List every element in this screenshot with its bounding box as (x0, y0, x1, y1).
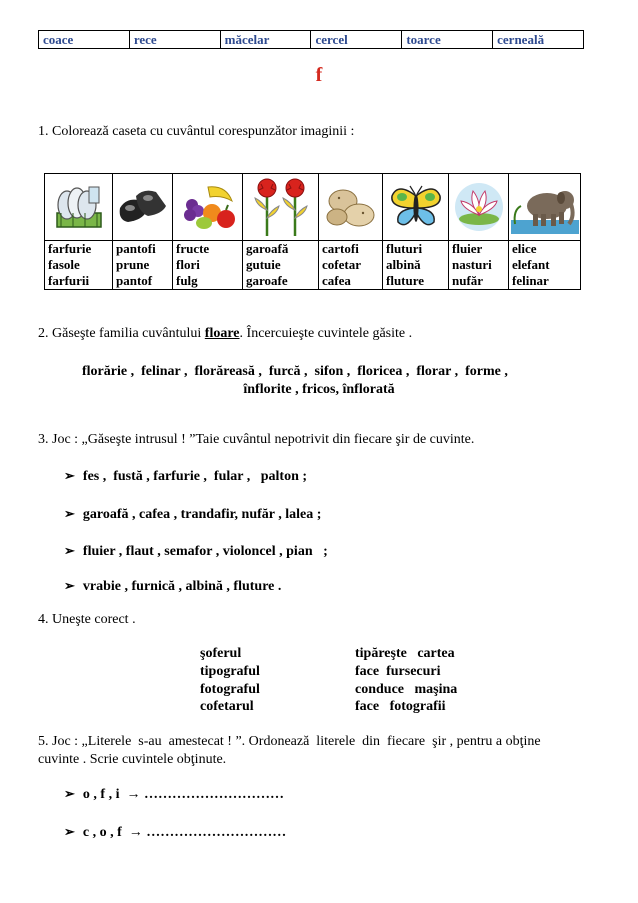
word-cell[interactable]: albină (383, 257, 449, 273)
ex3-item-text[interactable]: vrabie , furnică , albină , fluture . (82, 579, 282, 594)
word-cell[interactable]: prune (113, 257, 173, 273)
ex2-key-word: floare (204, 326, 240, 341)
ex1-instruction: 1. Colorează caseta cu cuvântul corespunzător imaginii : (38, 124, 355, 139)
word-cell[interactable]: fluture (383, 273, 449, 290)
ex3-item (64, 578, 281, 595)
ex5-item (64, 824, 286, 841)
ex4-right-item[interactable]: face fursecuri (355, 664, 441, 679)
word-cell[interactable]: garoafă (243, 241, 319, 258)
ex5-item-text[interactable]: o , f , i → ………………………… (82, 787, 284, 802)
word-cell[interactable]: fluturi (383, 241, 449, 258)
picture-cell (449, 174, 509, 241)
arrow-bullet-icon: ➢ (64, 578, 75, 593)
ex3-item (64, 506, 321, 523)
ex4-left-item[interactable]: şoferul (200, 646, 242, 661)
picture-cell (173, 174, 243, 241)
butterfly-icon (386, 182, 446, 232)
word-cell[interactable]: nasturi (449, 257, 509, 273)
ex2-instruction-pre: 2. Găseşte familia cuvântului (38, 326, 205, 341)
ex3-item (64, 543, 328, 560)
word-cell[interactable]: garoafe (243, 273, 319, 290)
word-cell[interactable]: flori (173, 257, 243, 273)
word-cell[interactable]: farfurii (45, 273, 113, 290)
word-cell[interactable]: cofetar (319, 257, 383, 273)
ex2-word-line-1[interactable]: florărie , felinar , florăreasă , furcă , sifon , floricea , florar , forme , (82, 364, 508, 379)
ex4-left-item[interactable]: fotograful (200, 682, 260, 697)
ex4-left-item[interactable]: cofetarul (200, 699, 254, 714)
picture-cell (45, 174, 113, 241)
ex5-item (64, 786, 284, 803)
ex3-item-text[interactable]: fes , fustă , farfurie , fular , palton ; (82, 469, 308, 484)
ex4-right-item[interactable]: face fotografii (355, 699, 446, 714)
ex4-right-item[interactable]: tipăreşte cartea (355, 646, 455, 661)
potatoes-icon (323, 183, 379, 231)
ex3-item-text[interactable]: garoafă , cafea , trandafir, nufăr , lalea ; (82, 507, 322, 522)
word-cell[interactable]: elefant (509, 257, 581, 273)
top-words-table (38, 30, 584, 49)
ex5-instruction-line-2: cuvinte . Scrie cuvintele obţinute. (38, 752, 227, 767)
word-cell[interactable]: pantof (113, 273, 173, 290)
word-cell[interactable]: gutuie (243, 257, 319, 273)
arrow-bullet-icon: ➢ (64, 786, 75, 801)
word-cell[interactable]: pantofi (113, 241, 173, 258)
ex4-left-item[interactable]: tipograful (200, 664, 260, 679)
picture-cell (509, 174, 581, 241)
ex4-right-item[interactable]: conduce maşina (355, 682, 458, 697)
picture-word-table (44, 173, 581, 290)
top-word: cerneală (493, 31, 584, 49)
arrow-bullet-icon: ➢ (64, 824, 75, 839)
word-cell[interactable]: fructe (173, 241, 243, 258)
elephant-icon (511, 180, 579, 234)
picture-cell (319, 174, 383, 241)
arrow-bullet-icon: ➢ (64, 468, 75, 483)
ex3-item (64, 468, 307, 485)
ex3-item-text[interactable]: fluier , flaut , semafor , violoncel , pian ; (82, 544, 328, 559)
ex5-item-text[interactable]: c , o , f → ………………………… (82, 825, 287, 840)
word-cell[interactable]: felinar (509, 273, 581, 290)
word-cell[interactable]: cafea (319, 273, 383, 290)
arrow-bullet-icon: ➢ (64, 506, 75, 521)
picture-cell (383, 174, 449, 241)
carnation-icon (249, 176, 313, 238)
dish-rack-icon (51, 179, 107, 235)
ex5-instruction-line-1: 5. Joc : „Literele s-au amestecat ! ”. Ordonează literele din fiecare şir , pentru a obţine (38, 734, 541, 749)
picture-cell (113, 174, 173, 241)
shoes-icon (116, 182, 170, 232)
top-word: cercel (311, 31, 402, 49)
water-lily-icon (451, 179, 507, 235)
ex2-instruction-post: . Încercuieşte cuvintele găsite . (239, 326, 413, 341)
word-cell[interactable]: fulg (173, 273, 243, 290)
ex2-word-line-2[interactable]: înflorite , fricos, înflorată (243, 382, 395, 397)
ex3-instruction: 3. Joc : „Găseşte intrusul ! ”Taie cuvântul nepotrivit din fiecare şir de cuvinte. (38, 432, 475, 447)
word-cell[interactable]: elice (509, 241, 581, 258)
ex4-instruction: 4. Uneşte corect . (38, 612, 136, 627)
word-cell[interactable]: nufăr (449, 273, 509, 290)
top-word: toarce (402, 31, 493, 49)
word-cell[interactable]: fasole (45, 257, 113, 273)
fruit-icon (178, 181, 238, 233)
ex2-instruction (38, 326, 412, 342)
lesson-letter: f (315, 64, 323, 86)
word-cell[interactable]: cartofi (319, 241, 383, 258)
arrow-bullet-icon: ➢ (64, 543, 75, 558)
word-cell[interactable]: fluier (449, 241, 509, 258)
word-cell[interactable]: farfurie (45, 241, 113, 258)
top-word: coace (39, 31, 130, 49)
top-word: rece (129, 31, 220, 49)
top-word: măcelar (220, 31, 311, 49)
picture-cell (243, 174, 319, 241)
